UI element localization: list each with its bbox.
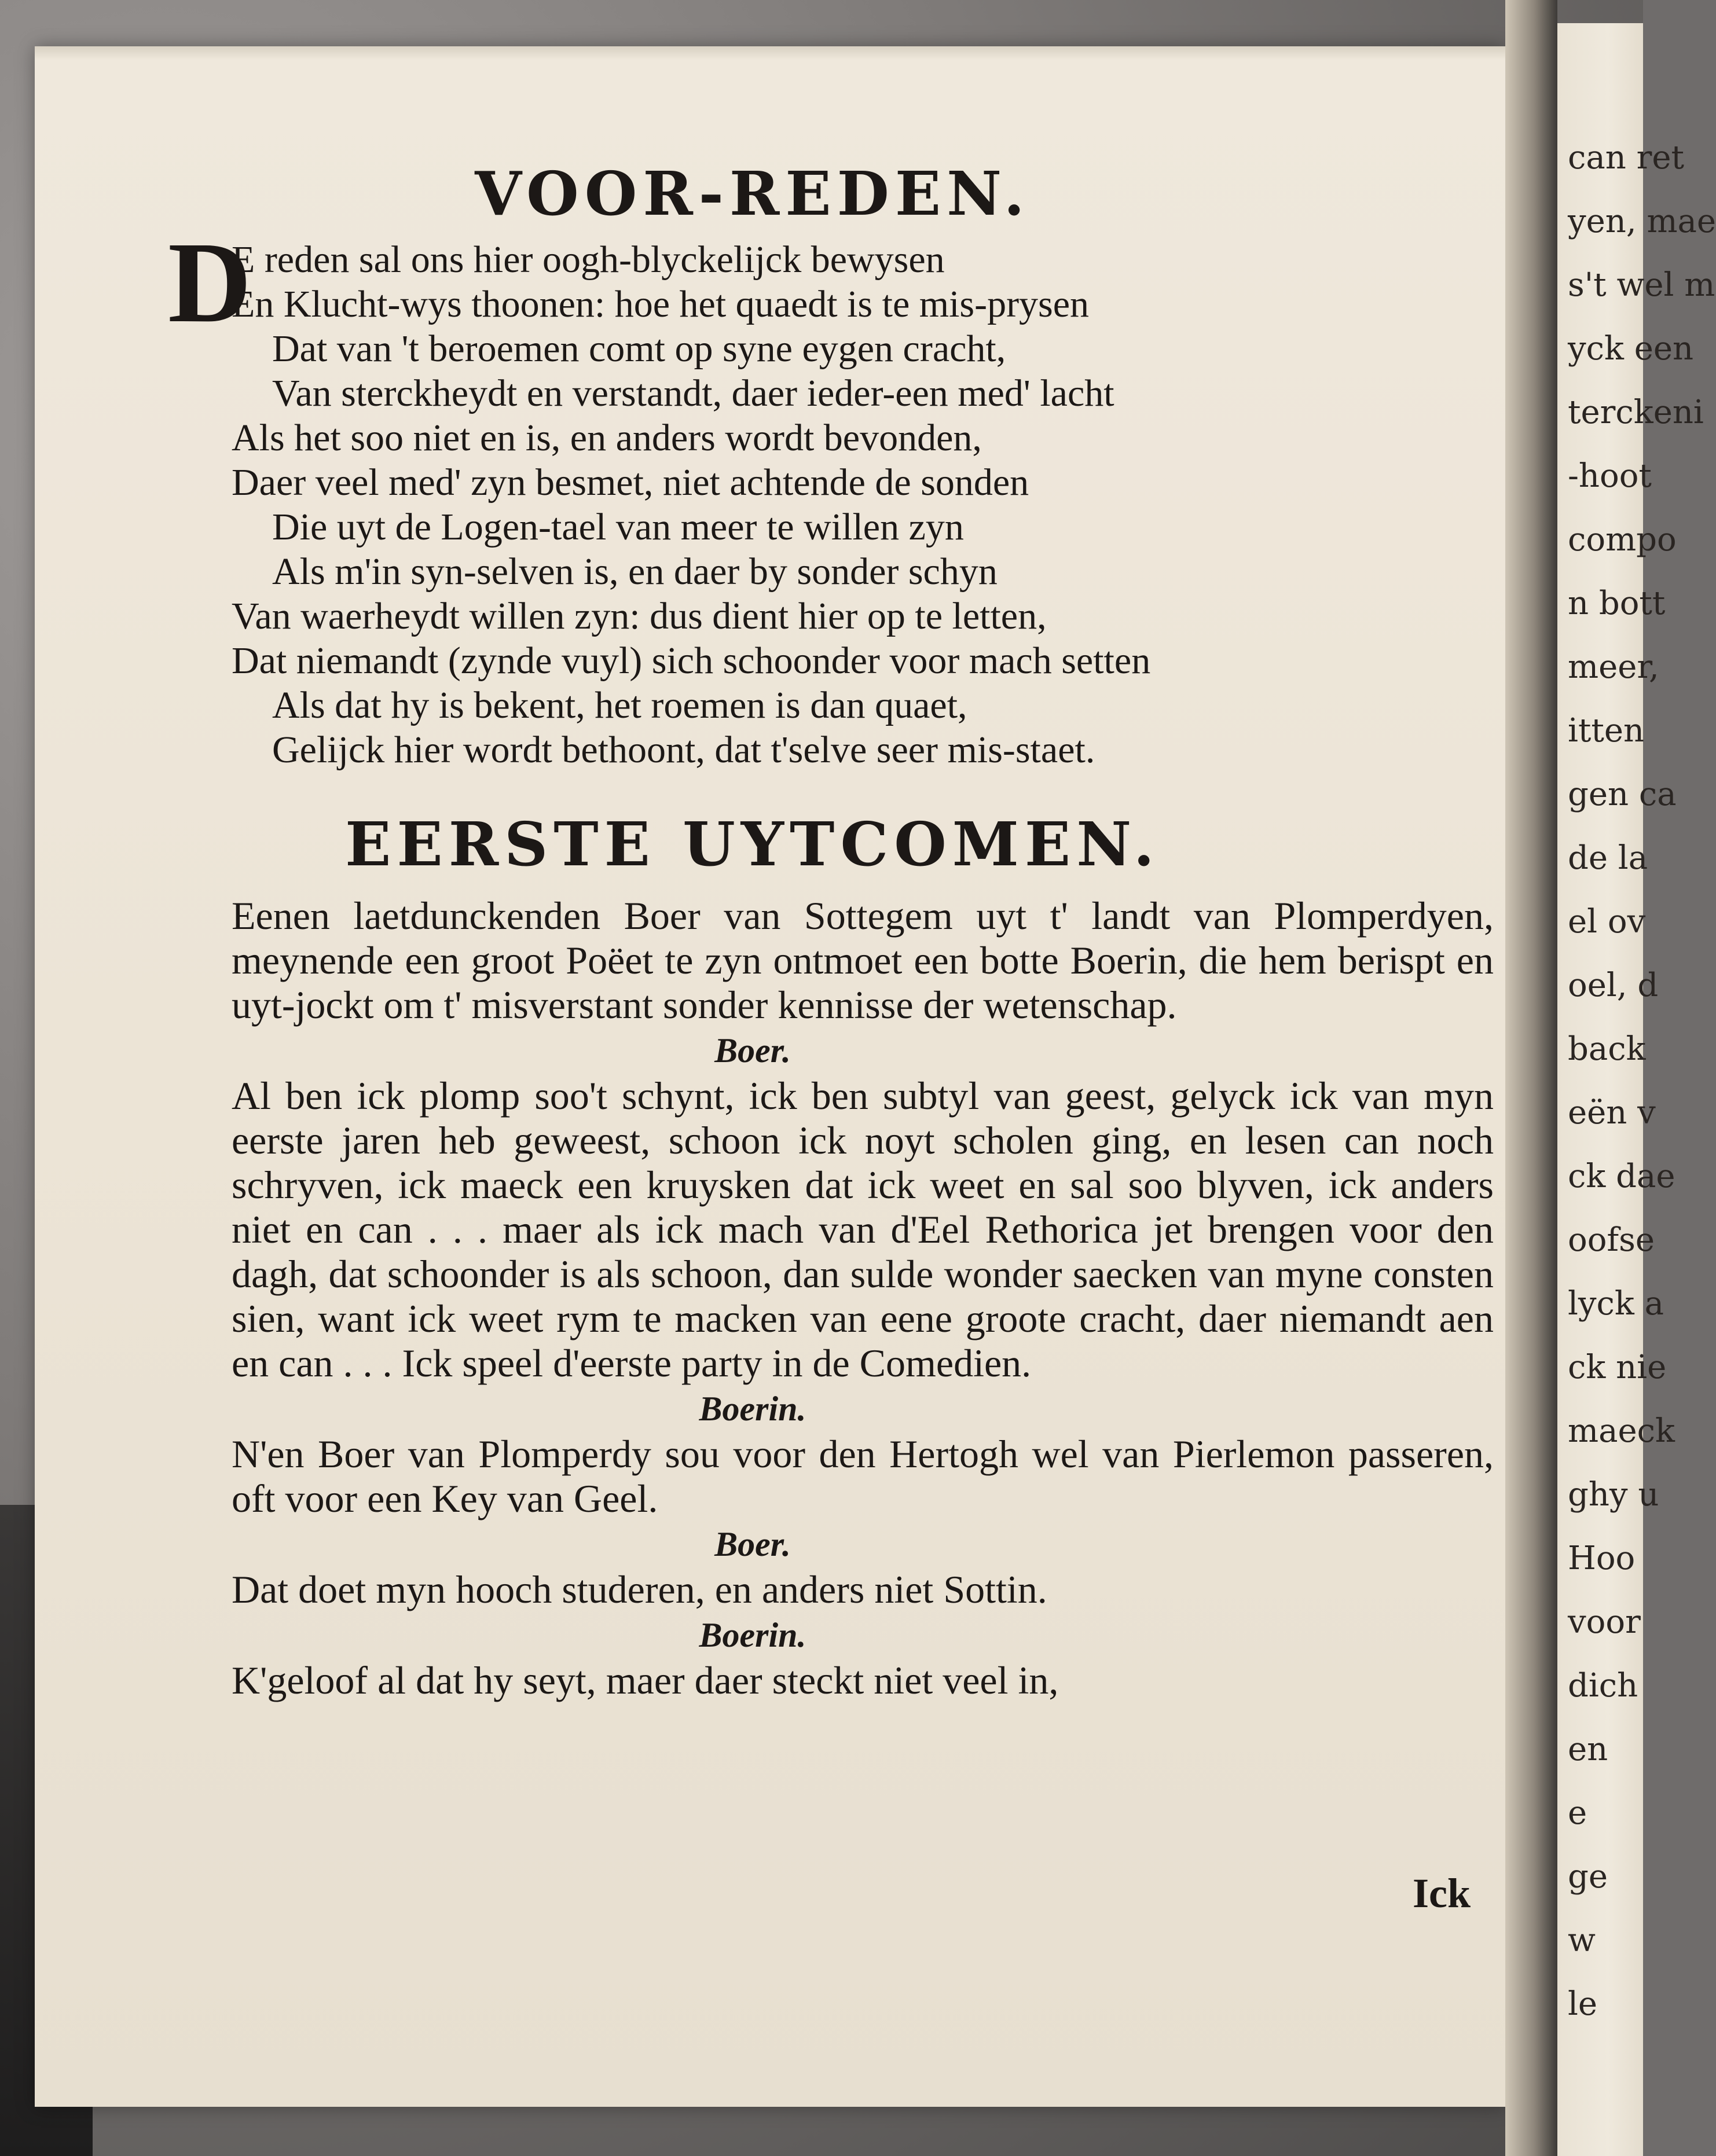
- verse-line: Dat van 't beroemen comt op syne eygen cracht,: [272, 328, 1006, 370]
- facing-page-fragment: ck nie: [1568, 1349, 1667, 1386]
- facing-page-fragment: lyck a: [1568, 1285, 1664, 1323]
- section-intro: Eenen laetdunckenden Boer van Sottegem uyt t' landt van Plomperdyen, meynende een groot Poëet te zyn ontmoet een botte Boerin, die hem berispt en uyt-jockt om t' misverstant sonder kennisse der wetenschap.: [232, 894, 1494, 1027]
- section-title: EERSTE UYTCOMEN.: [345, 809, 1160, 880]
- facing-page-fragment: terckeni: [1568, 394, 1704, 431]
- speaker-label: Boerin.: [699, 1390, 806, 1428]
- facing-page-fragment: Hoo: [1568, 1540, 1636, 1577]
- facing-page-fragment: dich: [1568, 1667, 1638, 1705]
- catchword: Ick: [1413, 1870, 1471, 1916]
- speech-paragraph: K'geloof al dat hy seyt, maer daer steckt niet veel in,: [232, 1658, 1059, 1702]
- verse-line: Daer veel med' zyn besmet, niet achtende de sonden: [232, 461, 1029, 504]
- facing-page-fragment: oofse: [1568, 1221, 1655, 1259]
- facing-page-fragment: el ov: [1568, 903, 1646, 941]
- facing-page-fragment: yck een: [1568, 330, 1694, 368]
- preface-verse: [168, 219, 1494, 772]
- facing-page: [1557, 23, 1716, 2156]
- verse-line: E reden sal ons hier oogh-blyckelijck bewysen: [232, 238, 945, 281]
- book-gutter: [1505, 0, 1557, 2156]
- speech-paragraph: Al ben ick plomp soo't schynt, ick ben subtyl van geest, gelyck ick van myn eerste jaren heb geweest, schoon ick noyt scholen ging, en lesen can noch schryven, ick maeck een kruysken dat ick weet en sal soo blyven, ick anders niet en can . . . maer als ick mach van d'Eel Rethorica jet brengen voor den dagh, dat schoonder is als schoon, dan sulde wonder saecken van myne consten sien, want ick weet rym te macken van eene groote cracht, daer niemandt aen en can . . . Ick speel d'eerste party in de Comedien.: [232, 1074, 1494, 1385]
- verse-line: Als m'in syn-selven is, en daer by sonder schyn: [272, 550, 998, 593]
- speaker-label: Boer.: [714, 1031, 791, 1070]
- verse-line: Die uyt de Logen-tael van meer te willen zyn: [272, 506, 964, 548]
- facing-page-fragment: oel, d: [1568, 967, 1659, 1004]
- page-text: [168, 156, 1494, 1703]
- verse-line: Als het soo niet en is, en anders wordt bevonden,: [232, 417, 982, 459]
- preface-title: VOOR-REDEN.: [475, 158, 1031, 229]
- facing-page-fragment: ghy u: [1568, 1476, 1659, 1514]
- verse-line: Als dat hy is bekent, het roemen is dan quaet,: [272, 684, 967, 726]
- facing-page-fragment: de la: [1568, 839, 1648, 877]
- speech-paragraph: N'en Boer van Plomperdy sou voor den Hertogh wel van Pierlemon passeren, oft voor een Key van Geel.: [232, 1432, 1494, 1520]
- speech-paragraph: Dat doet myn hooch studeren, en anders niet Sottin.: [232, 1567, 1047, 1611]
- verse-line: En Klucht-wys thoonen: hoe het quaedt is te mis-prysen: [232, 283, 1090, 325]
- page-top-edge: [35, 46, 1505, 60]
- facing-page-fragment: e: [1568, 1794, 1587, 1832]
- verse-line: Dat niemandt (zynde vuyl) sich schoonder voor mach setten: [232, 640, 1151, 682]
- facing-page-fragment: voor: [1568, 1603, 1641, 1641]
- verse-line: Van sterckheydt en verstandt, daer ieder-een med' lacht: [272, 372, 1114, 414]
- facing-page-fragment: en: [1568, 1731, 1608, 1768]
- facing-page-fragment: can ret: [1568, 139, 1685, 177]
- facing-page-fragment: ck dae: [1568, 1158, 1675, 1195]
- facing-page-fragment: maeck: [1568, 1412, 1675, 1450]
- facing-page-fragment: gen ca: [1568, 776, 1677, 813]
- facing-page-fragment: eën v: [1568, 1094, 1656, 1132]
- verse-line: Gelijck hier wordt bethoont, dat t'selve seer mis-staet.: [272, 729, 1095, 771]
- facing-page-fragment: itten: [1568, 712, 1645, 750]
- section-body: [232, 894, 1494, 1703]
- drop-cap: D: [168, 219, 252, 347]
- facing-page-fragment: le: [1568, 1985, 1598, 2023]
- facing-page-fragment: s't wel m: [1568, 266, 1715, 304]
- speaker-label: Boerin.: [699, 1616, 806, 1654]
- facing-page-fragment: meer,: [1568, 648, 1659, 686]
- facing-page-fragment: n bott: [1568, 585, 1666, 622]
- facing-page-fragment: ge: [1568, 1858, 1608, 1896]
- facing-page-fragment: -hoot: [1568, 457, 1652, 495]
- speaker-label: Boer.: [714, 1525, 791, 1563]
- facing-page-fragment: yen, mae: [1568, 203, 1716, 240]
- verse-line: Van waerheydt willen zyn: dus dient hier op te letten,: [232, 595, 1047, 637]
- facing-page-fragment: w: [1568, 1922, 1596, 1959]
- facing-page-fragment: compo: [1568, 521, 1677, 559]
- facing-page-fragment: back: [1568, 1030, 1646, 1068]
